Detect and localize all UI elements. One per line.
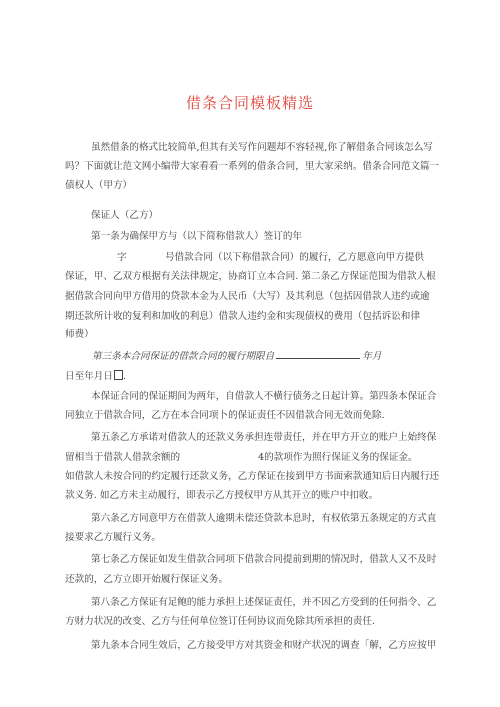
paragraph-line: 还款的，乙方立即开始履行保证义务。: [65, 574, 229, 585]
paragraph-line: 款义务. 如乙方未主动履行，即表示乙方授权甲方从其开立的账户中扣收。: [65, 490, 379, 501]
paragraph-line: 同独立于借款合同，乙方在本合同项卜的保证责任不因借款合同无效而免除.: [65, 410, 385, 421]
paragraph-line: 如借款人未按合同的约定履行还款义务，乙方保证在接到甲方书面索款通知后日内履行还: [65, 471, 440, 482]
document-title: 借条合同模板精选: [185, 94, 314, 112]
paragraph-line: 第一条为确保甲方与（以下简称借款人）签订的年: [91, 231, 303, 242]
paragraph-line: 师费）: [65, 329, 94, 340]
paragraph-line: 4的款项作为照行保证义务的保证金。: [258, 452, 418, 463]
paragraph-line: 接要求乙方履行义务。: [65, 532, 161, 543]
paragraph-line: 留相当于借款人借款余额的: [65, 452, 181, 463]
paragraph-line: 第五条乙方承诺对借款人的还款义务承担连带责任，并在甲方开立的账户上始终保: [91, 432, 437, 443]
date-range-text: 日至年月日: [65, 371, 113, 382]
paragraph-line: [92, 348, 381, 362]
paragraph-line: 债权人（甲方）: [65, 180, 133, 191]
paragraph-line: 虽然借条的格式比较简单,但其有关写作问题却不容轻视,你了解借条合同该怎么写: [91, 142, 433, 153]
paragraph-line: 日至年月日 .: [65, 371, 127, 382]
paragraph-line: 第八条乙方保证有足鲍的能力承担上述保证责任，并不因乙方受到的任何指令、乙: [91, 597, 437, 608]
term-clause-suffix: 年月: [362, 351, 382, 362]
term-clause-text: 第三条本合同保证的借款合同的履行期限自: [92, 351, 275, 362]
paragraph-line: 保证，甲、乙双方根据有关法律规定，协商订立本合同. 第二条乙方保证范围为借款人根: [65, 271, 436, 282]
paragraph-line: 据借款合同向甲方借用的贷款本金为人民币（大写）及其利息（包括因借款人违约或逾: [65, 291, 430, 302]
paragraph-line: 吗？下面就让范文网小编带大家看看一系列的借条合同，里大家采纳。借条合同范文篇一: [65, 161, 440, 172]
paragraph-line: 保证人（乙方）: [91, 210, 159, 221]
paragraph-line: 字 号借款合同（以下称借款合同）的履行，乙方愿意向甲方提供: [117, 252, 424, 263]
paragraph-line: 方财力状况的改变、乙方与任何单位签订任何协议而免除其所承担的责任.: [65, 616, 376, 627]
paragraph-line: 第七条乙方保证如发生借款合同项下借款合同提前到期的情况时，借款人又不及时: [91, 554, 437, 565]
paragraph-line: 第九条本合同生效后，乙方接受甲方对其资金和财产状况的调查「解，乙方应按甲: [91, 640, 437, 651]
paragraph-line: 期还款所计收的复利和加收的利息）借款人违约金和实现债权的费用（包括诉讼和律: [65, 311, 420, 322]
paragraph-line: 第六条乙方同意甲方在借款人逾期未偿还贷款本息时，有权依第五条规定的方式直: [91, 513, 437, 524]
checkbox-glyph: [114, 370, 123, 380]
fill-in-blank: [276, 349, 360, 359]
paragraph-line: 本保证合同的保证期间为两年，自借款人不横行债务之日起计算。第四条本保证合: [91, 391, 437, 402]
